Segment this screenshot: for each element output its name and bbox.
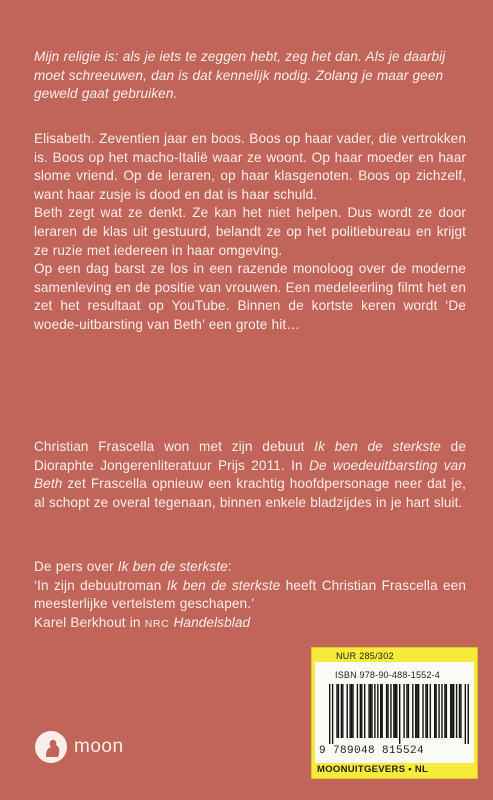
moon-logo-icon (34, 730, 68, 764)
press-quote-book: Ik ben de sterkste (166, 577, 281, 593)
barcode-bar (390, 684, 391, 738)
barcode-bar (395, 684, 396, 738)
press-quote (34, 577, 466, 614)
barcode-bar (329, 684, 330, 744)
barcode-bar (380, 684, 381, 738)
barcode-bar (450, 684, 451, 738)
barcode-bar (357, 684, 358, 738)
barcode-bar (341, 684, 342, 738)
barcode-bar (417, 684, 418, 738)
barcode-bar (387, 684, 388, 738)
press-source-nrc: NRC (144, 617, 170, 630)
barcode-panel (315, 662, 474, 763)
barcode-bar (342, 684, 343, 738)
barcode-bar (418, 684, 419, 738)
barcode-bar (465, 684, 466, 744)
barcode-bar (456, 684, 457, 738)
barcode-bar (368, 684, 369, 738)
barcode-bar (370, 684, 371, 738)
barcode-bar (444, 684, 445, 738)
barcode-bar (446, 684, 447, 738)
barcode-bar (434, 684, 435, 738)
barcode-bar (438, 684, 439, 738)
barcode-bar (453, 684, 454, 738)
barcode-bar (361, 684, 362, 738)
barcode-bar (422, 684, 423, 738)
press-quotes (34, 558, 466, 633)
publisher-name: moon (74, 736, 124, 757)
barcode-sticker (311, 647, 478, 779)
press-source-paper: Handelsblad (169, 614, 251, 630)
barcode-bar (382, 684, 383, 738)
barcode-bar (351, 684, 352, 738)
author-text-2: de Dioraphte Jongerenliteratuur Prijs 2011. In (34, 439, 467, 473)
barcode-bar (399, 684, 400, 744)
barcode-bar (468, 684, 469, 744)
barcode-bar (415, 684, 416, 738)
press-source (34, 614, 466, 634)
press-source-name: Karel Berkhout in (34, 614, 145, 630)
press-quote-text-2: heeft Christian Frascella een meesterlijke vertelstem geschapen.’ (34, 577, 466, 612)
opening-quote (34, 48, 466, 104)
barcode-bar (441, 684, 442, 738)
barcode-bar (427, 684, 428, 738)
press-intro-text: De pers over (34, 559, 118, 574)
synopsis-paragraph-1: Elisabeth. Zeventien jaar en boos. Boos op haar vader, die vertrokken is. Boos op het macho-Italië waar ze woont. Op haar moeder en haar slome vriend. Op de leraren, op haar klasgenoten. Boos op zichzelf, want haar zusje is dood en dat is haar schuld. (34, 131, 466, 202)
barcode-icon (329, 684, 469, 744)
press-intro-end: : (227, 559, 232, 574)
barcode-bar (349, 684, 350, 738)
barcode-bar (459, 684, 460, 738)
barcode-bar (406, 684, 407, 738)
barcode-bar (371, 684, 372, 738)
synopsis-paragraph-3: Op een dag barst ze los in een razende monoloog over de moderne samenleving en de positie van vrouwen. Een medeleerling filmt het en zet het resultaat op YouTube. Binnen de kortste keren wordt ‘De woede-uitbarsting van Beth’ een grote hit… (34, 261, 466, 332)
barcode-bar (338, 684, 339, 738)
barcode-bar (347, 684, 348, 738)
author-paragraph (34, 438, 466, 512)
nur-code: NUR 285/302 (336, 651, 394, 661)
barcode-bar (408, 684, 409, 738)
barcode-bar (403, 684, 404, 738)
barcode-bar (336, 684, 337, 738)
barcode-bar (377, 684, 378, 738)
barcode-bar (460, 684, 461, 738)
barcode-bar (412, 684, 413, 738)
synopsis (34, 130, 466, 335)
barcode-bar (332, 684, 333, 744)
author-bio (34, 438, 466, 512)
press-quote-text-1: ‘In zijn debuutroman (34, 577, 167, 593)
barcode-bar (360, 684, 361, 738)
barcode-bar (430, 684, 431, 738)
barcode-bar (374, 684, 375, 738)
synopsis-paragraph-2: Beth zegt wat ze denkt. Ze kan het niet helpen. Dus wordt ze door leraren de klas uit gestuurd, belandt ze op het politiebureau en krijgt ze ruzie met iedereen in haar omgeving. (34, 205, 466, 258)
press-intro-book: Ik ben de sterkste (117, 559, 228, 574)
publisher-logo (34, 730, 124, 764)
author-text-3: zet Frascella opnieuw een krachtig hoofdpersonage neer dat je, al schopt ze overal tegenaan, binnen enkele bladzijdes in je hart sluit. (34, 476, 466, 510)
barcode-bar (396, 684, 397, 738)
barcode-bar (435, 684, 436, 738)
author-text-1: Christian Frascella won met zijn debuut (34, 439, 315, 454)
author-book-title-1: Ik ben de sterkste (314, 439, 441, 454)
barcode-bar (364, 684, 365, 738)
barcode-bar (393, 684, 394, 738)
barcode-bar (352, 684, 353, 738)
isbn-label: ISBN 978-90-488-1552-4 (335, 670, 440, 680)
barcode-digits: 9 789048 815524 (319, 745, 425, 757)
author-book-title-2: De woedeuitbarsting van Beth (34, 457, 466, 492)
barcode-bar (452, 684, 453, 738)
quote-text: Mijn religie is: als je iets te zeggen hebt, zeg het dan. Als je daarbij moet schreeuwen, dan is dat kennelijk nodig. Zolang je maar geen geweld gaat gebruiken. (34, 49, 446, 102)
barcode-bar (386, 684, 387, 738)
barcode-bar (425, 684, 426, 738)
press-intro (34, 558, 466, 577)
publisher-line: MOONUITGEVERS • NL (317, 764, 429, 775)
